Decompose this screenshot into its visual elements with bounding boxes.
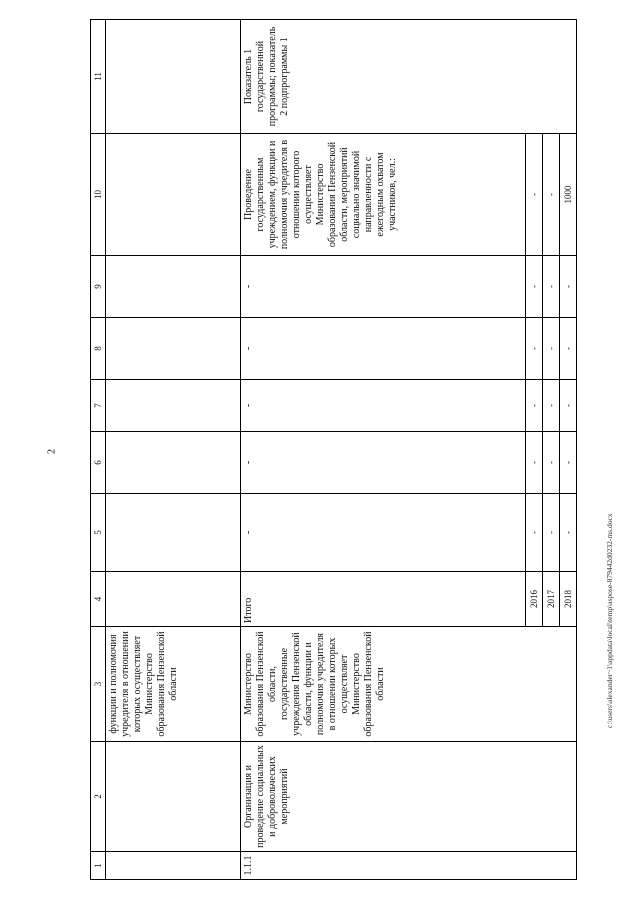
funding-value: - [560,494,577,572]
indicator-value: - [543,134,560,256]
table-cell [106,742,241,852]
activity-row [241,20,526,880]
executor-cell: функции и полномочия учредителя в отношении которых осуществляет Министерство образования Пензенской области [106,627,241,742]
table-cell [106,20,241,134]
funding-value: - [241,380,526,432]
funding-value: - [543,256,560,318]
column-number: 6 [91,432,106,494]
table-cell [106,572,241,627]
funding-value: - [526,494,543,572]
column-number: 7 [91,380,106,432]
funding-value: - [526,432,543,494]
funding-value: - [543,494,560,572]
activity-name: Организация и проведение социальных и добровольческих мероприятий [241,742,577,852]
funding-value: - [241,256,526,318]
executor-cell: Министерство образования Пензенской области, государственные учреждения Пензенской области, функции и полномочия учредителя в отношении которых осуществляет Министерство образования Пензенской области [241,627,577,742]
funding-value: - [241,494,526,572]
funding-value: - [543,380,560,432]
table-cell [106,134,241,256]
funding-value: - [241,432,526,494]
total-label: Итого [241,572,526,627]
funding-value: - [543,318,560,380]
indicator-description: Проведение государственным учреждением, функции и полномочия учредителя в отношении которого осуществляет Министерство образования Пензенской области, мероприятий социально значимой направленности с ежегодным охватом участников, чел.: [241,134,526,256]
year-label: 2017 [543,572,560,627]
table-cell [106,852,241,880]
table-cell [106,318,241,380]
column-number: 5 [91,494,106,572]
column-number: 8 [91,318,106,380]
column-number: 11 [91,20,106,134]
landscape-table-container [90,20,600,880]
table-cell [106,380,241,432]
table-cell [106,432,241,494]
column-number: 4 [91,572,106,627]
rotated-page-content [90,20,600,880]
column-number: 1 [91,852,106,880]
continuation-row [106,20,241,880]
column-number: 9 [91,256,106,318]
column-number: 3 [91,627,106,742]
activity-number: 1.1.1 [241,852,577,880]
funding-value: - [560,256,577,318]
funding-value: - [526,256,543,318]
column-number: 2 [91,742,106,852]
funding-value: - [560,432,577,494]
funding-value: - [543,432,560,494]
program-activities-table [90,19,577,880]
funding-value: - [560,318,577,380]
funding-value: - [241,318,526,380]
column-number: 10 [91,134,106,256]
funding-value: - [526,380,543,432]
page-number: 2 [46,449,58,454]
funding-value: - [526,318,543,380]
column-number-row [91,20,106,880]
indicator-value: 1000 [560,134,577,256]
funding-value: - [560,380,577,432]
footer-file-path: c:\users\alexander~1\appdata\local\temp\aspose-879442d0232-ms.docx [605,513,614,728]
indicator-value: - [526,134,543,256]
indicator-link: Показатель 1 государственной программы; показатель 2 подпрограммы 1 [241,20,577,134]
year-label: 2018 [560,572,577,627]
table-cell [106,494,241,572]
table-cell [106,256,241,318]
year-label: 2016 [526,572,543,627]
